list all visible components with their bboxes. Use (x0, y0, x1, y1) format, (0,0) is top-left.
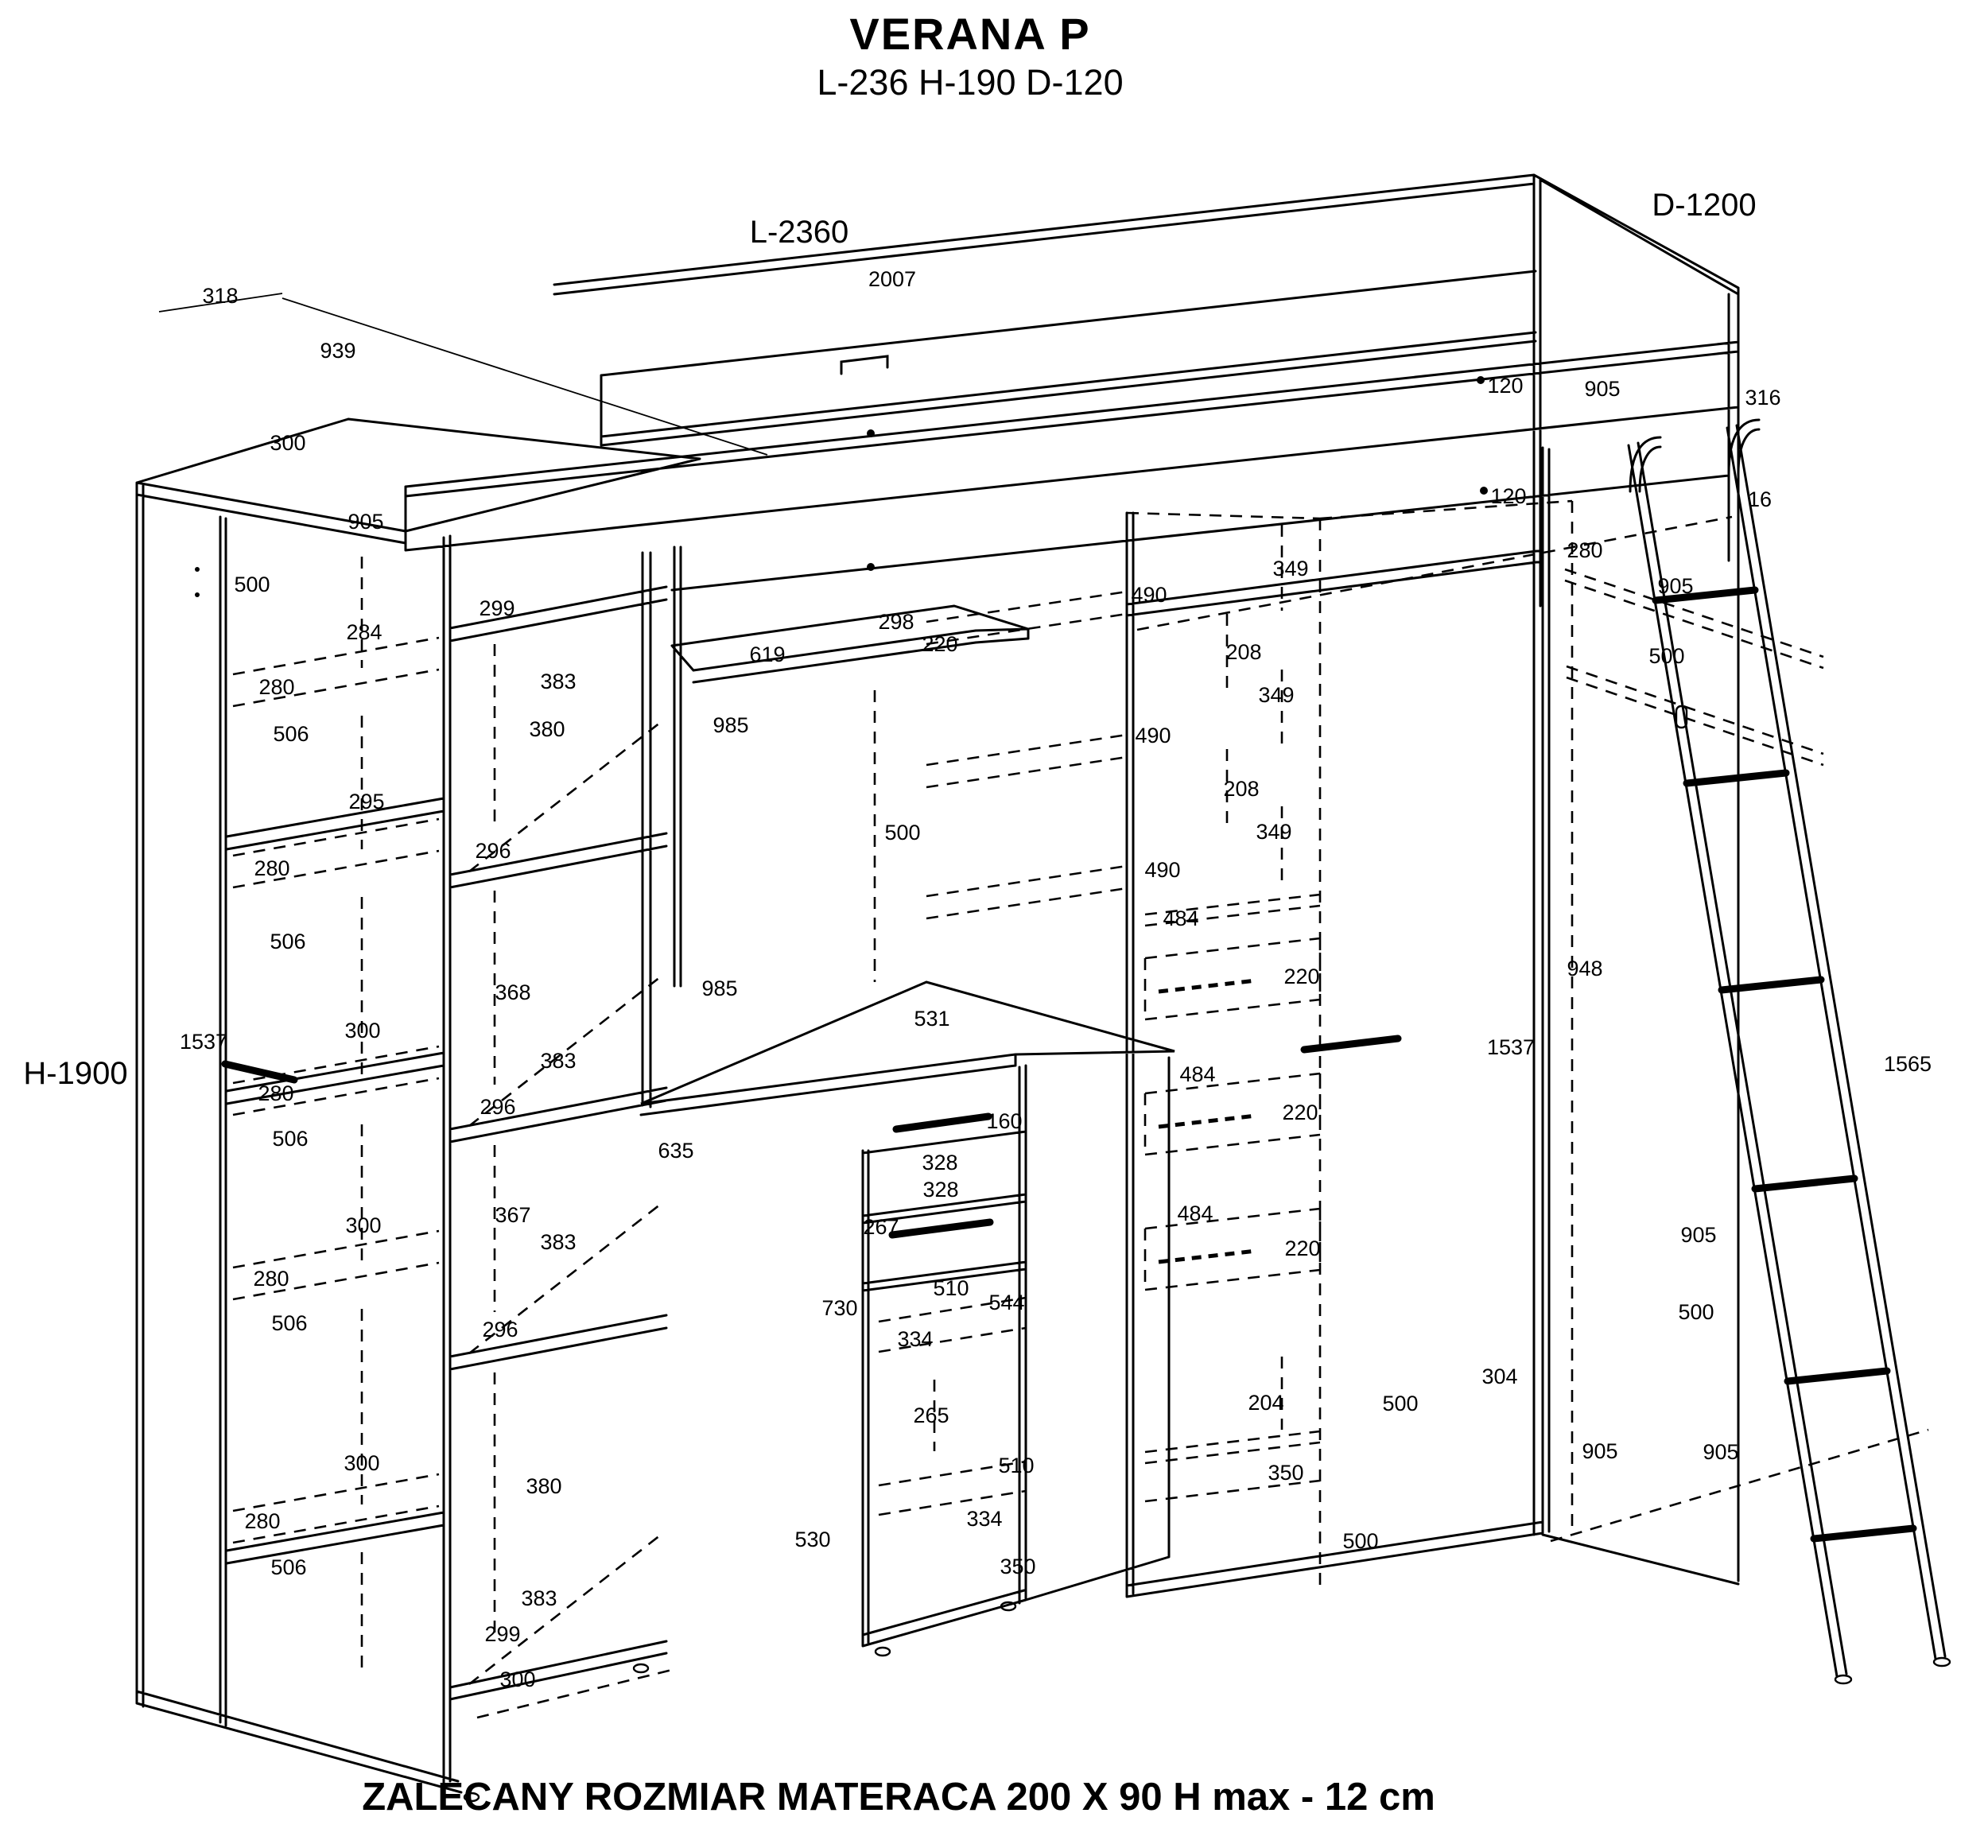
dimension-label: 334 (966, 1507, 1003, 1531)
dimension-label: 383 (540, 670, 577, 693)
dimension-label: 368 (495, 980, 531, 1004)
mattress-note: ZALECANY ROZMIAR MATERACA 200 X 90 H max - 12 cm (362, 1776, 1435, 1819)
dimension-label: 510 (933, 1276, 969, 1300)
dimension-label: 500 (1382, 1392, 1419, 1415)
dimension-label: 120 (1487, 374, 1524, 398)
dimension-label: 500 (234, 573, 270, 596)
dimension-label: 484 (1177, 1202, 1213, 1225)
dimension-label: 280 (244, 1509, 281, 1533)
dimension-label: 635 (658, 1139, 694, 1163)
primary-dimension-label: D-1200 (1652, 188, 1757, 223)
dimension-label: 204 (1248, 1391, 1284, 1415)
dimension-label: 500 (1342, 1529, 1379, 1553)
dimension-label: 316 (1745, 386, 1781, 410)
dimension-label: 350 (1000, 1555, 1036, 1578)
dimension-label: 265 (913, 1403, 949, 1427)
dimension-label: 220 (1284, 1237, 1321, 1260)
dimension-label: 506 (270, 930, 306, 953)
dimension-label: 905 (1703, 1440, 1739, 1464)
dimension-lines (159, 293, 767, 455)
dimension-label: 120 (1490, 484, 1527, 508)
dimension-label: 531 (914, 1007, 950, 1031)
dimension-label: 284 (346, 620, 382, 644)
dimension-label: 280 (254, 856, 290, 880)
dimension-label: 349 (1272, 557, 1309, 580)
dimension-label: 939 (320, 339, 356, 363)
dimension-label: 349 (1258, 683, 1295, 707)
dimension-label: 349 (1256, 820, 1292, 844)
dimension-label: 490 (1131, 583, 1167, 607)
dimension-label: 905 (1657, 574, 1694, 598)
ladder (1629, 420, 1945, 1676)
dimension-label: 367 (495, 1203, 531, 1227)
dimension-label: 300 (270, 431, 306, 455)
dimension-label: 948 (1567, 957, 1603, 980)
dimension-label: 300 (344, 1451, 380, 1475)
dimension-label: 380 (526, 1474, 562, 1498)
dimension-label: 267 (863, 1215, 899, 1239)
dimension-label: 506 (270, 1555, 307, 1579)
dimension-label: 220 (1282, 1101, 1318, 1124)
ladder-rungs (1656, 590, 1913, 1539)
dimension-label: 383 (540, 1049, 577, 1073)
dimension-label: 300 (345, 1213, 382, 1237)
dimension-label: 490 (1135, 724, 1171, 747)
dimension-labels-layer (23, 188, 1932, 1691)
dimension-label: 300 (344, 1019, 381, 1042)
dimension-label: 304 (1481, 1365, 1518, 1388)
dimension-label: 985 (712, 713, 749, 737)
dimension-label: 905 (348, 510, 384, 534)
dimension-label: 380 (529, 717, 565, 741)
dimension-label: 280 (1567, 538, 1603, 562)
dimension-label: 905 (1582, 1439, 1618, 1463)
dimension-label: 1537 (179, 1030, 228, 1054)
dimension-label: 2007 (868, 267, 917, 291)
dimension-label: 1537 (1486, 1035, 1536, 1059)
dimension-label: 280 (258, 675, 295, 699)
dimension-label: 280 (258, 1081, 294, 1105)
dimension-label: 318 (202, 284, 239, 308)
dimension-label: 506 (271, 1311, 308, 1335)
dimension-label: 299 (479, 596, 515, 620)
dimension-label: 500 (1678, 1300, 1714, 1324)
dimension-label: 296 (482, 1318, 518, 1341)
furniture-feet (464, 1602, 1950, 1801)
dimension-label: 296 (475, 839, 511, 863)
page-title: VERANA P (849, 9, 1091, 59)
page-subtitle: L-236 H-190 D-120 (817, 62, 1124, 103)
door-handles (225, 1039, 1398, 1235)
dimension-label: 619 (749, 643, 786, 666)
dimension-label: 484 (1163, 907, 1199, 930)
dimension-label: 530 (794, 1528, 831, 1551)
dimension-label: 350 (1268, 1461, 1304, 1485)
dimension-label: 160 (986, 1109, 1023, 1133)
dimension-label: 295 (348, 790, 385, 813)
dimension-label: 383 (540, 1230, 577, 1254)
dimension-label: 280 (253, 1267, 289, 1291)
dimension-label: 328 (922, 1178, 959, 1202)
dimension-label: 484 (1179, 1062, 1216, 1086)
dimension-label: 730 (821, 1296, 858, 1320)
dimension-label: 334 (897, 1327, 934, 1351)
dimension-label: 220 (922, 632, 958, 656)
dimension-label: 506 (272, 1127, 309, 1151)
dimension-label: 328 (922, 1151, 958, 1174)
dimension-label: 208 (1225, 640, 1262, 664)
primary-dimension-label: L-2360 (749, 215, 849, 250)
dimension-label: 220 (1283, 965, 1320, 988)
dimension-label: 500 (1648, 644, 1685, 668)
dimension-label: 383 (521, 1586, 557, 1610)
dimension-label: 299 (484, 1622, 521, 1646)
furniture-outline (137, 175, 1738, 1792)
dimension-label: 16 (1747, 487, 1773, 511)
dimension-label: 298 (878, 610, 914, 634)
primary-dimension-label: H-1900 (23, 1056, 128, 1091)
dimension-label: 300 (499, 1667, 536, 1691)
dimension-label: 510 (998, 1454, 1035, 1477)
dimension-label: 208 (1223, 777, 1260, 801)
dimension-label: 1565 (1883, 1052, 1932, 1076)
dimension-label: 296 (480, 1095, 516, 1119)
dimension-label: 985 (701, 976, 738, 1000)
dimension-label: 544 (988, 1291, 1025, 1314)
dimension-label: 905 (1584, 377, 1621, 401)
dimension-label: 490 (1144, 858, 1181, 882)
dimension-label: 500 (884, 821, 921, 844)
dimension-label: 905 (1680, 1223, 1717, 1247)
dimension-label: 506 (273, 722, 309, 746)
